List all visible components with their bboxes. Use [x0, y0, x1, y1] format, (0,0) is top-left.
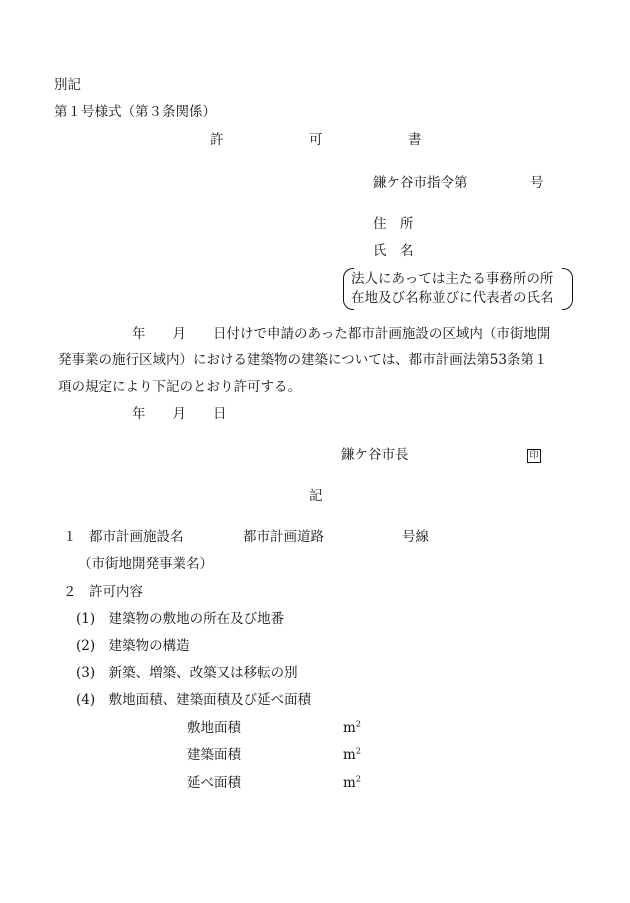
area-unit-site: $m^2$: [343, 719, 361, 736]
address-label: 住 所: [373, 216, 414, 232]
sub-item-4: (4) 敷地面積、建築面積及び延べ面積: [76, 692, 312, 708]
corporation-note-line-2: 在地及び名称並びに代表者の氏名: [351, 290, 554, 306]
order-number-suffix: 号: [530, 175, 544, 191]
title-char-1: 許: [210, 132, 224, 148]
form-number: 第１号様式（第３条関係）: [54, 104, 216, 120]
item-1-sub: （市街地開発事業名）: [78, 556, 213, 572]
item-1-label: 都市計画施設名: [89, 529, 184, 545]
sub-item-3: (3) 新築、増築、改築又は移転の別: [76, 665, 298, 681]
mayor-title: 鎌ケ谷市長: [341, 447, 409, 463]
title-char-2: 可: [309, 132, 323, 148]
area-label-total-floor: 延べ面積: [187, 775, 241, 791]
corporation-note-line-1: 法人にあっては主たる事務所の所: [351, 271, 554, 287]
item-1-value: 都市計画道路: [243, 529, 324, 545]
issue-date: 年 月 日: [132, 406, 227, 422]
area-unit-total-floor: $m^2$: [343, 774, 361, 791]
sub-item-2: (2) 建築物の構造: [76, 638, 190, 654]
item-1-suffix: 号線: [402, 529, 429, 545]
seal-box: 印: [527, 449, 541, 463]
name-label: 氏 名: [373, 243, 414, 259]
body-line-1: 年 月 日付けで申請のあった都市計画施設の区域内（市街地開: [132, 326, 551, 342]
item-2-label: 許可内容: [89, 584, 143, 600]
title-char-3: 書: [408, 132, 422, 148]
area-label-building: 建築面積: [187, 747, 241, 763]
area-unit-building: $m^2$: [343, 746, 361, 763]
body-line-2: 発事業の施行区域内）における建築物の建築については、都市計画法第53条第１: [58, 352, 548, 368]
item-2-number: ２: [63, 584, 77, 600]
seal-mark: [527, 446, 541, 464]
ki-heading: 記: [309, 488, 323, 504]
area-label-site: 敷地面積: [187, 720, 241, 736]
annex-label: 別記: [54, 77, 81, 93]
body-line-3: 項の規定により下記のとおり許可する。: [58, 379, 301, 395]
right-bracket: [562, 268, 573, 310]
corporation-note: [343, 268, 573, 310]
sub-item-1: (1) 建築物の敷地の所在及び地番: [76, 611, 285, 627]
order-number-prefix: 鎌ケ谷市指令第: [373, 175, 468, 191]
item-1-number: １: [63, 529, 77, 545]
